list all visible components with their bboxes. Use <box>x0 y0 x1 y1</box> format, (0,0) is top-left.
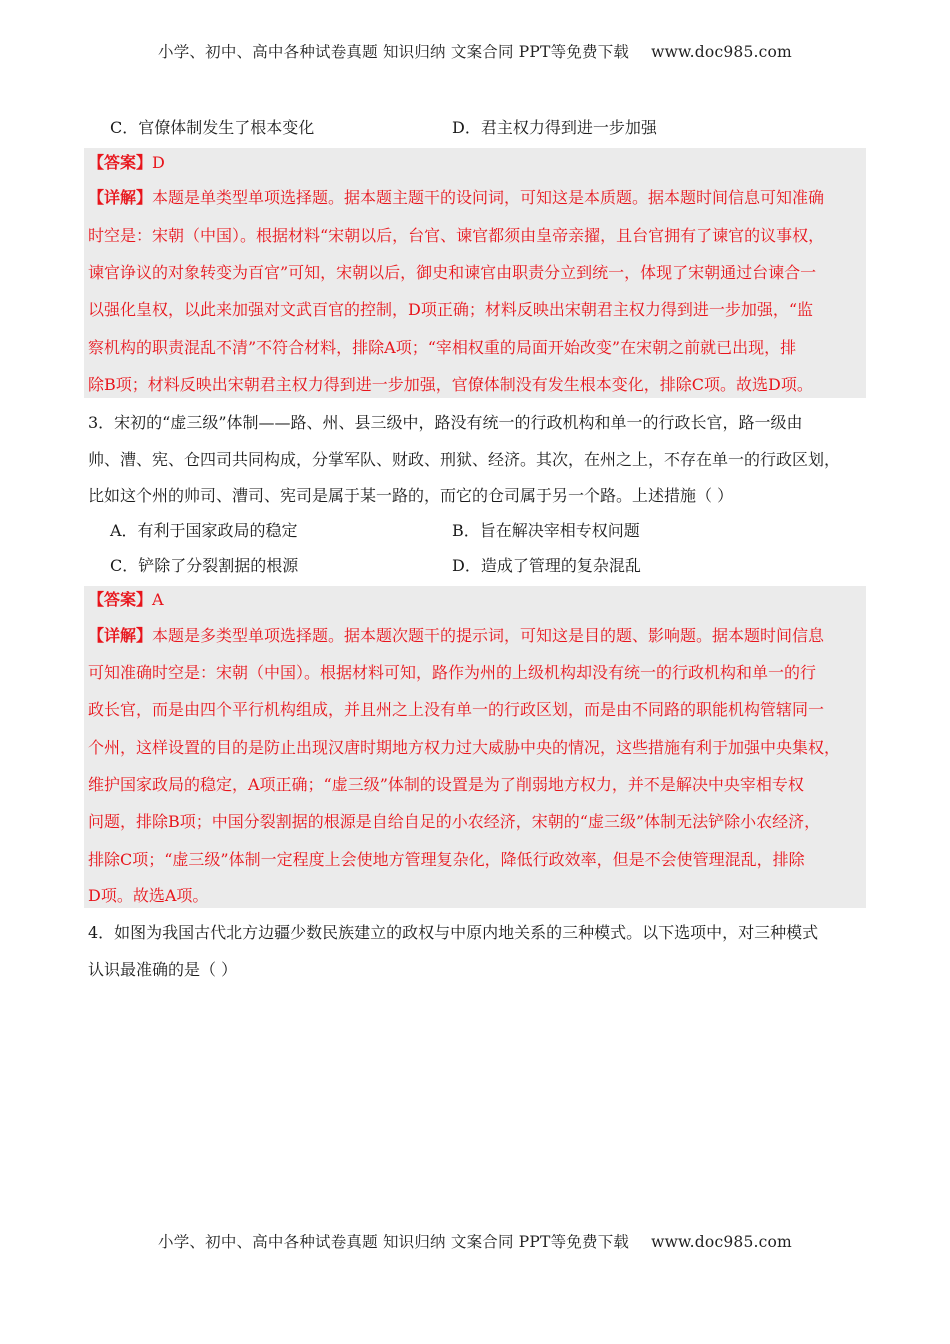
q3-answer-value: A <box>152 590 164 609</box>
q3-stem-line: 比如这个州的帅司、漕司、宪司是属于某一路的，而它的仓司属于另一个路。上述措施（ ） <box>88 486 734 505</box>
q2-detail-line: 以强化皇权，以此来加强对文武百官的控制，D项正确；材料反映出宋朝君主权力得到进一步加强，“监 <box>88 300 814 319</box>
q3-option-a: A．有利于国家政局的稳定 <box>110 521 298 540</box>
q2-detail-line: 时空是：宋朝（中国）。根据材料“宋朝以后，台官、谏官都须由皇帝亲擢，且台官拥有了谏官的议事权， <box>88 226 825 245</box>
q2-detail-label: 【详解】 <box>88 188 153 207</box>
banner-text: 小学、初中、高中各种试卷真题 知识归纳 文案合同 PPT等免费下载 <box>158 1233 630 1251</box>
q4-stem-line: 4．如图为我国古代北方边疆少数民族建立的政权与中原内地关系的三种模式。以下选项中，对三种模式 <box>88 923 819 942</box>
q3-detail-line: 政长官，而是由四个平行机构组成，并且州之上没有单一的行政区划，而是由不同路的职能机构管辖同一 <box>88 700 825 719</box>
q2-answer <box>88 153 864 173</box>
q3-detail-line: D项。故选A项。 <box>88 886 209 905</box>
q2-option-c: C．官僚体制发生了根本变化 <box>110 118 315 137</box>
q3-detail-line: 个州，这样设置的目的是防止出现汉唐时期地方权力过大威胁中央的情况，这些措施有利于加强中央集权， <box>88 738 841 757</box>
q3-answer <box>88 590 864 610</box>
banner-site-link[interactable]: www.doc985.com <box>651 43 792 61</box>
q3-detail-line: 可知准确时空是：宋朝（中国）。根据材料可知，路作为州的上级机构却没有统一的行政机构和单一的行 <box>88 663 817 682</box>
q2-detail-line: 除B项；材料反映出宋朝君主权力得到进一步加强，官僚体制没有发生根本变化，排除C项。故选D项。 <box>88 375 813 394</box>
q2-detail-line: 察机构的职责混乱不清”不符合材料，排除A项；“宰相权重的局面开始改变”在宋朝之前就已出现，排 <box>88 338 797 357</box>
banner-text: 小学、初中、高中各种试卷真题 知识归纳 文案合同 PPT等免费下载 <box>158 43 630 61</box>
q3-detail-line: 问题，排除B项；中国分裂割据的根源是自给自足的小农经济，宋朝的“虚三级”体制无法铲除小农经济， <box>88 812 821 831</box>
q3-answer-label: 【答案】 <box>88 590 153 609</box>
q3-detail-line: 维护国家政局的稳定，A项正确；“虚三级”体制的设置是为了削弱地方权力，并不是解决中央宰相专权 <box>88 775 804 794</box>
header-banner <box>0 40 950 62</box>
q2-answer-label: 【答案】 <box>88 153 153 172</box>
footer-banner <box>0 1230 950 1252</box>
q3-stem-line: 帅、漕、宪、仓四司共同构成，分掌军队、财政、刑狱、经济。其次，在州之上，不存在单一的行政区划， <box>88 450 841 469</box>
q3-option-d: D．造成了管理的复杂混乱 <box>452 556 641 575</box>
q3-detail-line: 排除C项；“虚三级”体制一定程度上会使地方管理复杂化，降低行政效率，但是不会使管理混乱，排除 <box>88 850 805 869</box>
q3-stem-line: 3．宋初的“虚三级”体制——路、州、县三级中，路没有统一的行政机构和单一的行政长官，路一级由 <box>88 413 803 432</box>
q3-detail-label: 【详解】 <box>88 626 153 645</box>
q3-option-c: C．铲除了分裂割据的根源 <box>110 556 299 575</box>
q3-detail-line: 【详解】本题是多类型单项选择题。据本题次题干的提示词，可知这是目的题、影响题。据本题时间信息 <box>88 626 825 645</box>
q2-detail-line: 【详解】本题是单类型单项选择题。据本题主题干的设问词，可知这是本质题。据本题时间信息可知准确 <box>88 188 825 207</box>
banner-site-link[interactable]: www.doc985.com <box>651 1233 792 1251</box>
q2-option-d: D．君主权力得到进一步加强 <box>452 118 657 137</box>
q2-answer-value: D <box>152 153 165 172</box>
q3-option-b: B．旨在解决宰相专权问题 <box>452 521 640 540</box>
q4-stem-line: 认识最准确的是（ ） <box>88 960 238 979</box>
q2-detail-line: 谏官诤议的对象转变为百官”可知，宋朝以后，御史和谏官由职责分立到统一，体现了宋朝通过台谏合一 <box>88 263 817 282</box>
